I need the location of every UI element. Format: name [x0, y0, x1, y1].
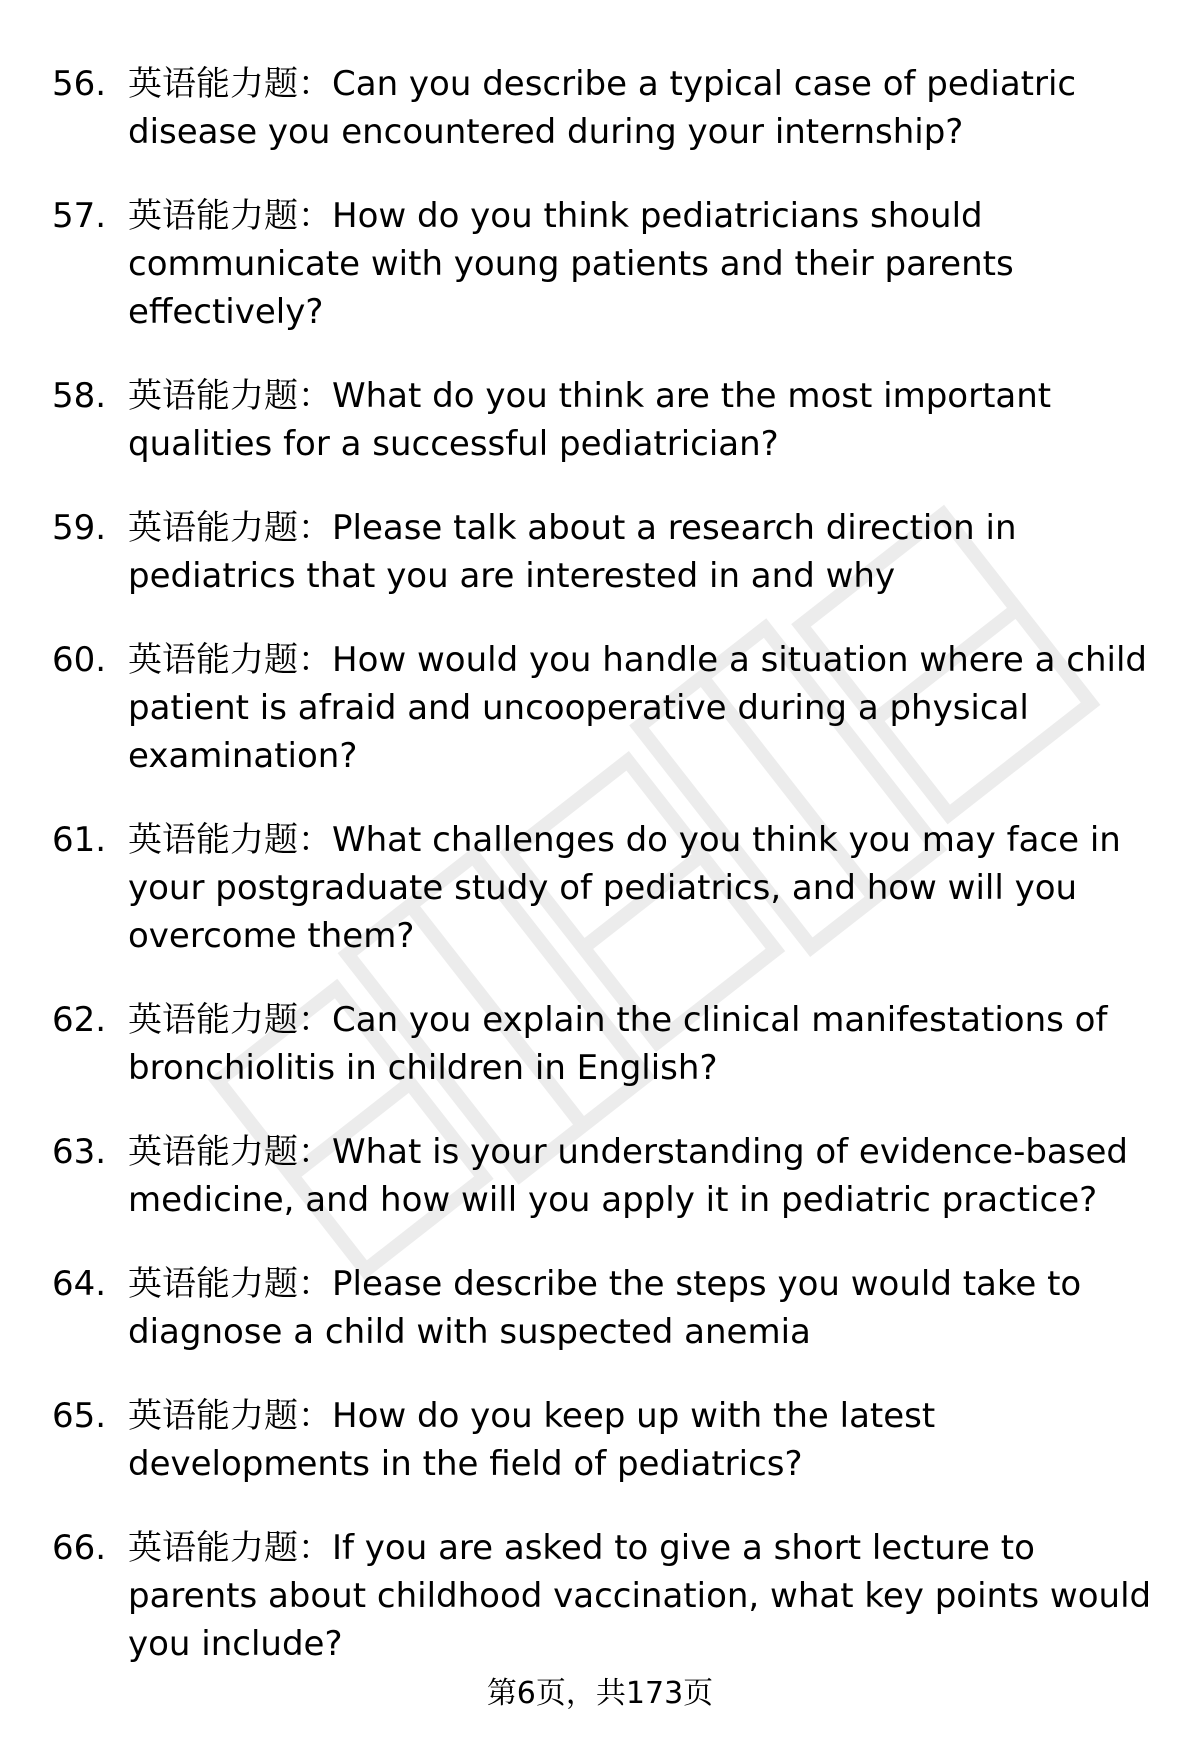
question-prefix: 英语能力题：: [128, 1396, 332, 1436]
question-text: Please talk about a research direction in pediatrics that you are interested in and why: [128, 508, 1017, 596]
question-text: What is your understanding of evidence-based medicine, and how will you apply it in pediatric practice?: [128, 1132, 1128, 1220]
question-number: 63.: [52, 1132, 107, 1172]
question-item: [52, 816, 1172, 960]
question-body: [128, 192, 1168, 336]
question-prefix: 英语能力题：: [128, 64, 332, 104]
question-item: [52, 372, 1172, 468]
question-prefix: 英语能力题：: [128, 1528, 332, 1568]
question-text: Can you explain the clinical manifestations of bronchiolitis in children in English?: [128, 1000, 1108, 1088]
question-body: [128, 816, 1168, 960]
question-number: 56.: [52, 64, 107, 104]
question-number: 57.: [52, 196, 107, 236]
question-body: [128, 1392, 1168, 1488]
question-item: [52, 996, 1172, 1092]
question-item: [52, 1392, 1172, 1488]
question-number: 65.: [52, 1396, 107, 1436]
question-body: [128, 372, 1168, 468]
question-text: How do you think pediatricians should communicate with young patients and their parents effectively?: [128, 196, 1014, 332]
question-body: [128, 636, 1168, 780]
question-prefix: 英语能力题：: [128, 376, 332, 416]
question-body: [128, 1128, 1168, 1224]
question-number: 58.: [52, 376, 107, 416]
question-prefix: 英语能力题：: [128, 640, 332, 680]
question-number: 61.: [52, 820, 107, 860]
question-item: [52, 192, 1172, 336]
page-number-label: 第6页，共173页: [486, 1676, 714, 1711]
question-prefix: 英语能力题：: [128, 820, 332, 860]
question-body: [128, 996, 1168, 1092]
question-body: [128, 60, 1168, 156]
question-prefix: 英语能力题：: [128, 1000, 332, 1040]
question-body: [128, 1524, 1168, 1668]
question-text: Can you describe a typical case of pediatric disease you encountered during your internship?: [128, 64, 1077, 152]
question-number: 60.: [52, 640, 107, 680]
question-number: 64.: [52, 1264, 107, 1304]
question-item: [52, 636, 1172, 780]
question-body: [128, 504, 1168, 600]
question-item: [52, 504, 1172, 600]
question-item: [52, 1128, 1172, 1224]
question-prefix: 英语能力题：: [128, 1132, 332, 1172]
question-item: [52, 60, 1172, 156]
question-body: [128, 1260, 1168, 1356]
question-list: [52, 60, 1172, 1704]
question-item: [52, 1260, 1172, 1356]
question-prefix: 英语能力题：: [128, 1264, 332, 1304]
question-text: Please describe the steps you would take to diagnose a child with suspected anemia: [128, 1264, 1082, 1352]
question-prefix: 英语能力题：: [128, 508, 332, 548]
question-text: What challenges do you think you may face in your postgraduate study of pediatrics, and how will you overcome them?: [128, 820, 1121, 956]
question-number: 62.: [52, 1000, 107, 1040]
question-number: 59.: [52, 508, 107, 548]
question-text: How do you keep up with the latest developments in the field of pediatrics?: [128, 1396, 936, 1484]
question-item: [52, 1524, 1172, 1668]
question-text: How would you handle a situation where a child patient is afraid and uncooperative during a physical examination?: [128, 640, 1147, 776]
question-text: If you are asked to give a short lecture to parents about childhood vaccination, what key points would you include?: [128, 1528, 1152, 1664]
page-footer: [0, 1674, 1200, 1714]
question-text: What do you think are the most important qualities for a successful pediatrician?: [128, 376, 1052, 464]
question-number: 66.: [52, 1528, 107, 1568]
question-prefix: 英语能力题：: [128, 196, 332, 236]
